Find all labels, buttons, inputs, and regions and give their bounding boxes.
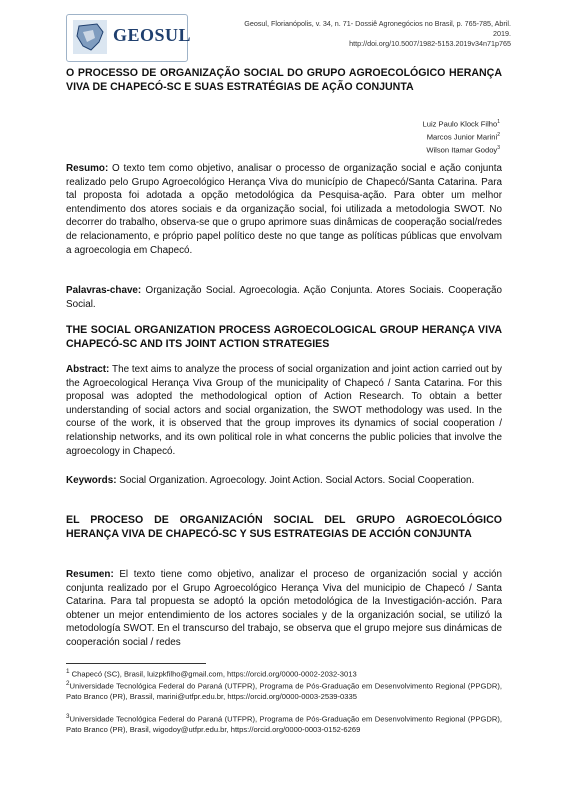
doi-link[interactable]: http://doi.org/10.5007/1982-5153.2019v34n71p765	[349, 39, 511, 48]
title-portuguese: O PROCESSO DE ORGANIZAÇÃO SOCIAL DO GRUPO AGROECOLÓGICO HERANÇA VIVA DE CHAPECÓ-SC E SUAS ESTRATÉGIAS DE AÇÃO CONJUNTA	[66, 67, 502, 93]
author-1: Luiz Paulo Klock Filho$^1$	[422, 119, 500, 129]
resumen-paragraph	[66, 568, 502, 650]
author-list	[423, 117, 501, 156]
palavras-chave-paragraph	[66, 284, 502, 311]
title-spanish: EL PROCESO DE ORGANIZACIÓN SOCIAL DEL GRUPO AGROECOLÓGICO HERANÇA VIVA DE CHAPECÓ-SC Y SUS ESTRATEGIAS DE ACCIÓN CONJUNTA	[66, 514, 502, 540]
abstract-label: Abstract:	[66, 364, 110, 375]
journal-logo	[66, 14, 192, 62]
abstract-text: The text aims to analyze the process of social organization and joint action carried out by the Agroecological Herança Viva Group of the municipality of Chapecó / Santa Catarina. For this proposal was adopted the methodological option of Action Research. To obtain a better understanding of social actors and social organization, the SWOT methodology was used. In the course of the work, it is observed that the group improves its dynamics of social cooperation / relationship networks, and its own political role in what concerns the public policies that involve the agroecology in Chapecó.	[66, 364, 502, 457]
author-2: Marcos Junior Marini$^2$	[426, 132, 500, 142]
keywords-text: Social Organization. Agroecology. Joint Action. Social Actors. Social Cooperation.	[116, 475, 475, 486]
journal-reference: Geosul, Florianópolis, v. 34, n. 71- Dossiê Agronegócios no Brasil, p. 765-785, Abril. 2019.	[244, 19, 511, 38]
footnote-divider	[66, 663, 206, 664]
keywords-label: Keywords:	[66, 475, 117, 486]
resumo-label: Resumo:	[66, 163, 109, 174]
resumo-text: O texto tem como objetivo, analisar o processo de organização social e ação conjunta realizado pelo Grupo Agroecológico Herança Viva do município de Chapecó/Santa Catarina. Para tal proposta foi adotada a opção metodológica da Pesquisa-ação. Para obter um melhor entendimento dos atores sociais e da organização social, foi utilizada a metodologia SWOT. No decorrer do trabalho, observa-se que o grupo aprimore suas dinâmicas de cooperação social/redes de relacionamento, e próprio papel político deste no que tange as políticas públicas que envolvam a agroecologia em Chapecó.	[66, 163, 502, 256]
author-3: Wilson Itamar Godoy$^3$	[426, 145, 500, 155]
title-english: THE SOCIAL ORGANIZATION PROCESS AGROECOLOGICAL GROUP HERANÇA VIVA CHAPECÓ-SC AND ITS JOINT ACTION STRATEGIES	[66, 324, 502, 350]
resumen-text: El texto tiene como objetivo, analizar el proceso de organización social y acción conjunta realizado por el Grupo Agroecológico Herança Viva del municipio de Chapecó / Santa Catarina. Para tal propuesta se adoptó la opción metodológica de la Investigación-acción. Para obtener un mejor entendimiento de los actores sociales y de la organización social, se utilizó la metodología SWOT. En el transcurso del trabajo, se observa que el grupo mejore sus dinámicas de cooperación social / redes	[66, 569, 502, 648]
logo-text: GEOSUL	[113, 25, 192, 45]
resumen-label: Resumen:	[66, 569, 114, 580]
resumo-paragraph	[66, 162, 502, 257]
map-icon	[73, 20, 107, 54]
palavras-chave-text: Organização Social. Agroecologia. Ação Conjunta. Atores Sociais. Cooperação Social.	[66, 285, 502, 310]
footnote-1: $^1$ Chapecó (SC), Brasil, luizpkfilho@gmail.com, https://orcid.org/0000-0002-2032-3013	[66, 668, 357, 679]
abstract-paragraph	[66, 363, 502, 458]
journal-citation	[231, 19, 511, 49]
keywords-paragraph	[66, 474, 502, 488]
footnote-3: $^3$Universidade Tecnológica Federal do Paraná (UTFPR), Programa de Pós-Graduação em Desenvolvimento Regional (PPGDR), Pato Branco (PR), Brasil, wigodoy@utfpr.edu.br, https://orcid.org/0000-0003-0152-6269	[66, 713, 502, 735]
palavras-chave-label: Palavras-chave:	[66, 285, 142, 296]
footnote-2: $^2$Universidade Tecnológica Federal do Paraná (UTFPR), Programa de Pós-Graduação em Desenvolvimento Regional (PPGDR), Pato Branco (PR), Brassil, marini@utfpr.edu.br, https://orcid.org/0000-0003-2539-0335	[66, 680, 502, 702]
